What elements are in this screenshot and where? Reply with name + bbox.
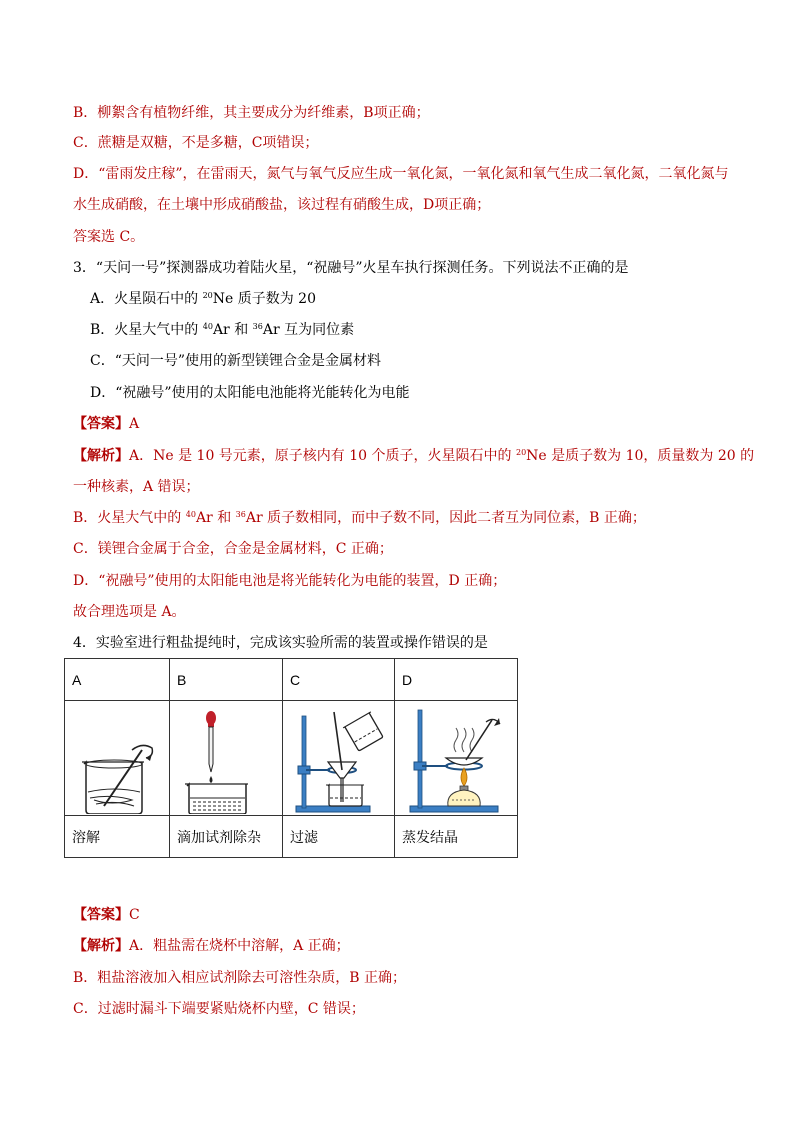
evaporation-apparatus-diagram bbox=[402, 702, 510, 814]
prev-analysis-b: B．柳絮含有植物纤维，其主要成分为纤维素，B项正确； bbox=[73, 105, 430, 121]
question-3-analysis-line1: 【解析】A．Ne 是 10 号元素，原子核内有 10 个质子，火星陨石中的 $^{20}$Ne 是质子数为 10，质量数为 20 的 bbox=[73, 448, 755, 464]
prev-analysis-c: C．蔗糖是双糖，不是多糖，C项错误； bbox=[73, 135, 319, 151]
prev-answer-line: 答案选 C。 bbox=[73, 229, 145, 245]
question-4-analysis-line3: C．过滤时漏斗下端要紧贴烧杯内壁，C 错误； bbox=[73, 1001, 365, 1017]
question-3-analysis-line4: C．镁锂合金属于合金，合金是金属材料，C 正确； bbox=[73, 541, 393, 557]
option-c-caption: 过滤 bbox=[283, 816, 395, 858]
option-a-figure bbox=[65, 701, 170, 816]
option-d-caption: 蒸发结晶 bbox=[395, 816, 518, 858]
question-3-answer: 【答案】A bbox=[73, 416, 140, 432]
question-3-option-b: B．火星大气中的 $^{40}$Ar 和 $^{36}$Ar 互为同位素 bbox=[90, 322, 355, 338]
option-d-figure bbox=[395, 701, 518, 816]
option-a-caption: 溶解 bbox=[65, 816, 170, 858]
dropper-beaker-diagram bbox=[177, 702, 275, 814]
option-b-figure bbox=[170, 701, 283, 816]
question-3-analysis-line6: 故合理选项是 A。 bbox=[73, 604, 186, 620]
question-3-stem: 3．“天问一号”探测器成功着陆火星，“祝融号”火星车执行探测任务。下列说法不正确的是 bbox=[73, 260, 629, 276]
prev-analysis-d-line2: 水生成硝酸，在土壤中形成硝酸盐，该过程有硝酸生成，D项正确； bbox=[73, 197, 491, 213]
option-b-caption: 滴加试剂除杂 bbox=[170, 816, 283, 858]
option-d-header: D bbox=[395, 659, 518, 701]
dissolving-beaker-diagram bbox=[72, 702, 162, 814]
question-4-stem: 4．实验室进行粗盐提纯时，完成该实验所需的装置或操作错误的是 bbox=[73, 635, 488, 651]
question-4-answer: 【答案】C bbox=[73, 907, 140, 923]
question-3-option-d: D．“祝融号”使用的太阳能电池能将光能转化为电能 bbox=[90, 385, 410, 401]
question-3-option-a: A．火星陨石中的 $^{20}$Ne 质子数为 20 bbox=[90, 291, 316, 307]
option-a-header: A bbox=[65, 659, 170, 701]
question-3-analysis-line2: 一种核素，A 错误； bbox=[73, 479, 200, 495]
prev-analysis-d-line1: D．“雷雨发庄稼”，在雷雨天，氮气与氧气反应生成一氧化氮，一氧化氮和氧气生成二氧化氮，二氧化氮与 bbox=[73, 166, 729, 182]
option-b-header: B bbox=[170, 659, 283, 701]
filtration-apparatus-diagram bbox=[290, 702, 387, 814]
question-4-analysis-line1: 【解析】A．粗盐需在烧杯中溶解，A 正确； bbox=[73, 938, 350, 954]
option-c-header: C bbox=[283, 659, 395, 701]
option-c-figure bbox=[283, 701, 395, 816]
question-3-analysis-line5: D．“祝融号”使用的太阳能电池是将光能转化为电能的装置，D 正确； bbox=[73, 573, 507, 589]
question-3-option-c: C．“天问一号”使用的新型镁锂合金是金属材料 bbox=[90, 353, 382, 369]
question-4-analysis-line2: B．粗盐溶液加入相应试剂除去可溶性杂质，B 正确； bbox=[73, 970, 407, 986]
question-4-options-table bbox=[64, 658, 518, 858]
question-3-analysis-line3: B．火星大气中的 $^{40}$Ar 和 $^{36}$Ar 质子数相同，而中子数不同，因此二者互为同位素，B 正确； bbox=[73, 510, 646, 526]
